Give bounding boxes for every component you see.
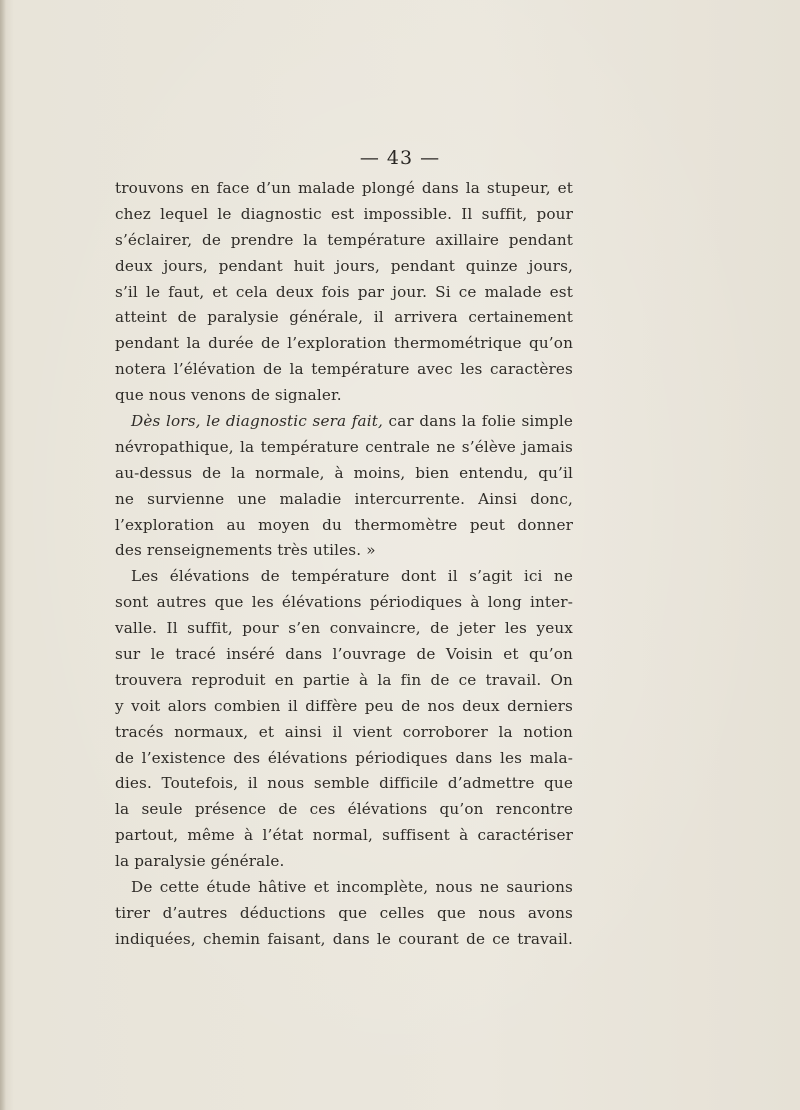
text-line: ne survienne une maladie intercurrente. Ainsi donc, (115, 489, 573, 508)
text-line: atteint de paralysie générale, il arrivera certainement (115, 308, 573, 327)
text-line: indiquées, chemin faisant, dans le courant de ce travail. (115, 929, 573, 948)
text-line: des renseignements très utiles. » (115, 541, 376, 560)
text-line: tirer d’autres déductions que celles que nous avons (115, 903, 573, 922)
italic-phrase: Dès lors, le diagnostic sera fait, (131, 412, 383, 431)
text-line: la paralysie générale. (115, 852, 285, 871)
text-line: trouvera reproduit en partie à la fin de ce travail. On (115, 670, 573, 689)
text-line: notera l’élévation de la température avec les caractères (115, 360, 573, 379)
text-line: y voit alors combien il diffère peu de nos deux derniers (115, 696, 573, 715)
text-line: sont autres que les élévations périodiques à long inter- (115, 593, 573, 612)
text-line: pendant la durée de l’exploration thermométrique qu’on (115, 334, 573, 353)
text-line: l’exploration au moyen du thermomètre peut donner (115, 515, 573, 534)
text-line: sur le tracé inséré dans l’ouvrage de Voisin et qu’on (115, 645, 573, 664)
text-line: tracés normaux, et ainsi il vient corroborer la notion (115, 722, 573, 741)
body-text (115, 176, 573, 953)
text-line (115, 409, 573, 435)
text-line: la seule présence de ces élévations qu’on rencontre (115, 800, 573, 819)
text-line: de l’existence des élévations périodiques dans les mala- (115, 748, 573, 767)
text-line: valle. Il suffit, pour s’en convaincre, de jeter les yeux (115, 619, 573, 638)
text-line: au-dessus de la normale, à moins, bien entendu, qu’il (115, 463, 573, 482)
text-line: névropathique, la température centrale ne s’élève jamais (115, 437, 573, 456)
text-line: s’il le faut, et cela deux fois par jour. Si ce malade est (115, 282, 573, 301)
text-line: Les élévations de température dont il s’agit ici ne (131, 567, 573, 586)
text-line: deux jours, pendant huit jours, pendant quinze jours, (115, 256, 573, 275)
text-line: De cette étude hâtive et incomplète, nous ne saurions (131, 878, 573, 897)
text-line: chez lequel le diagnostic est impossible. Il suffit, pour (115, 204, 573, 223)
text-line: que nous venons de signaler. (115, 386, 342, 405)
page-number: — 43 — (359, 147, 441, 169)
text-line: dies. Toutefois, il nous semble difficile d’admettre que (115, 774, 573, 793)
text-line: s’éclairer, de prendre la température axillaire pendant (115, 230, 573, 249)
text-line-rest: car dans la folie simple (382, 412, 573, 431)
text-line: trouvons en face d’un malade plongé dans la stupeur, et (115, 179, 573, 197)
text-line: partout, même à l’état normal, suffisent à caractériser (115, 826, 573, 845)
